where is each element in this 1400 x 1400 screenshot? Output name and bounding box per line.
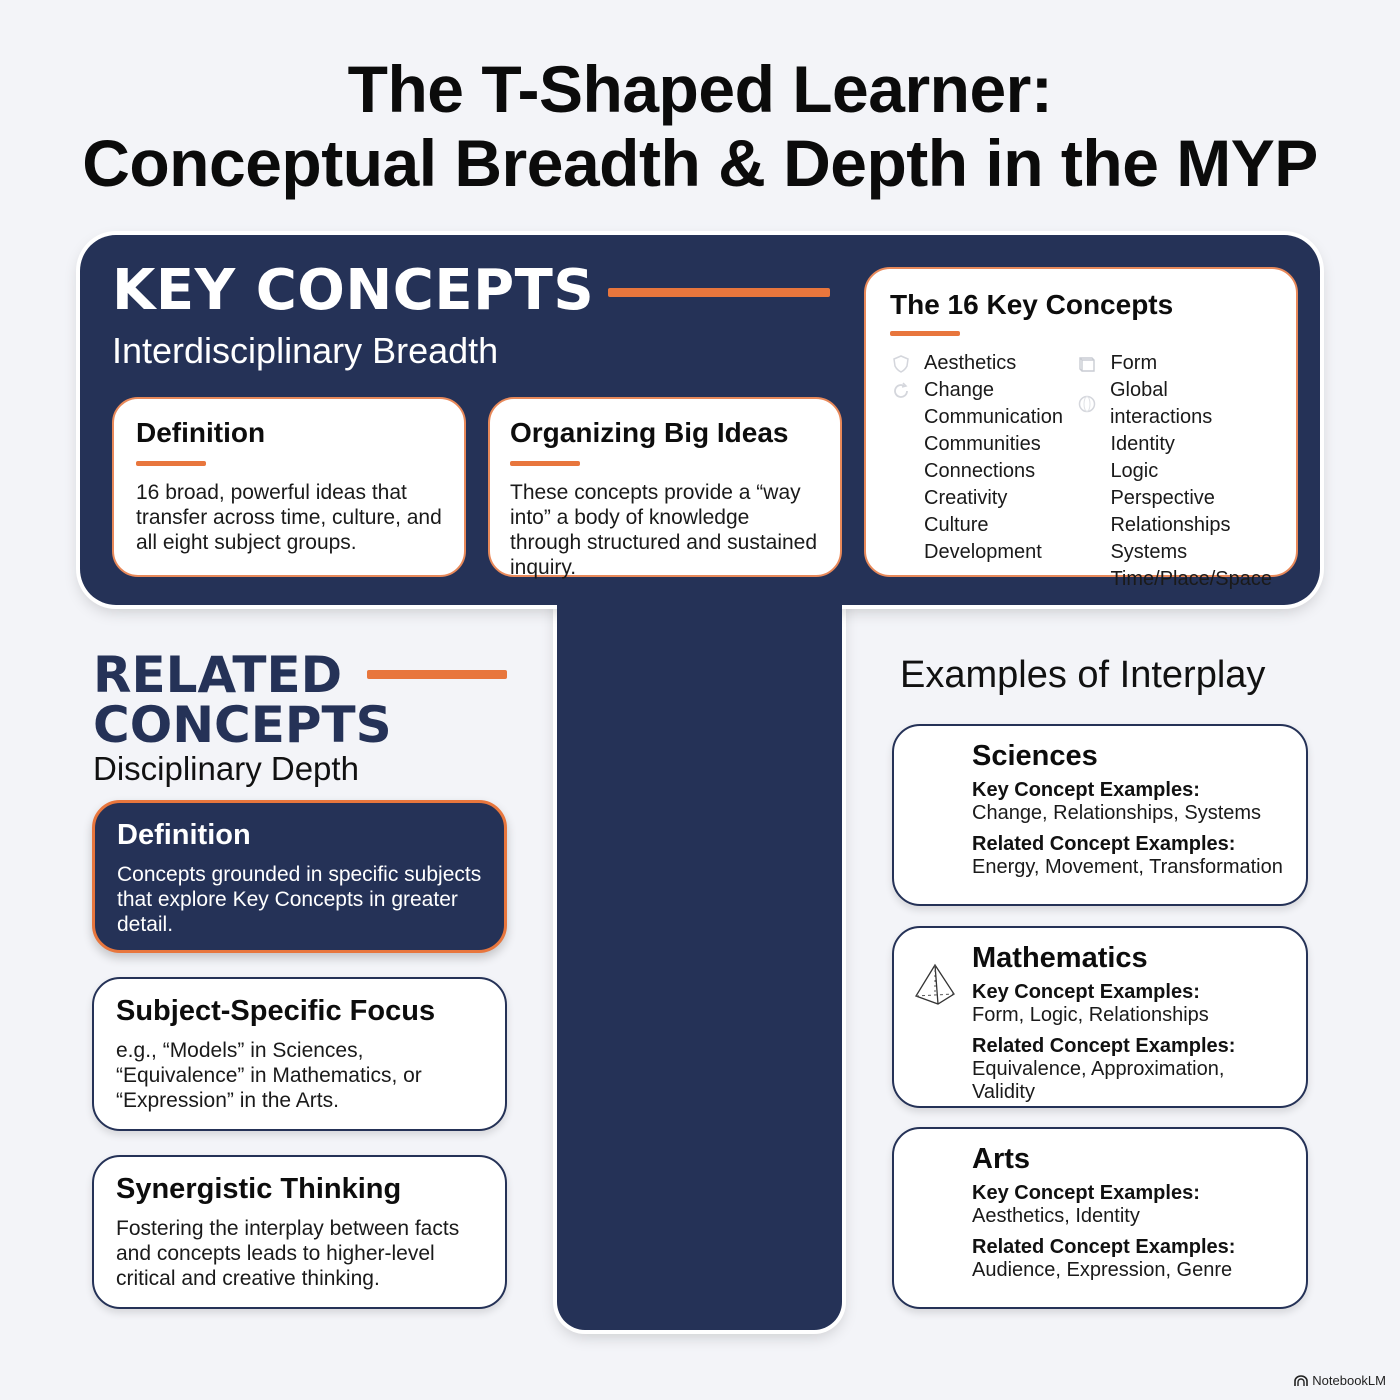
accent-underline [510,461,580,466]
card-text: 16 broad, powerful ideas that transfer across time, culture, and all eight subject groups. [136,481,442,554]
key-concept-item: Logic [1110,460,1159,482]
key-concept-values: Change, Relationships, Systems [972,802,1262,824]
subject-specific-focus-card [92,977,507,1131]
related-concept-label: Related Concept Examples: [972,1035,1236,1057]
key-concept-item: Communication [924,406,1063,428]
synergistic-thinking-card [92,1155,507,1309]
key-concept-item: Aesthetics [890,350,1076,377]
page-title [0,52,1400,200]
title-line-1: The T-Shaped Learner: [347,52,1053,126]
card-title: Organizing Big Ideas [510,417,789,448]
card-text: These concepts provide a “way into” a body of knowledge through structured and sustained inquiry. [510,481,818,579]
key-concept-label: Key Concept Examples: [972,779,1200,801]
key-concept-values: Form, Logic, Relationships [972,1004,1209,1026]
key-concepts-list-card [864,267,1298,590]
card-title: Synergistic Thinking [116,1173,402,1205]
key-concept-item: Identity [1110,433,1175,455]
key-concept-item: Change [890,377,1076,404]
key-concepts-definition-card [112,397,466,577]
related-concept-values: Equivalence, Approximation, Validity [972,1058,1225,1103]
example-card-sciences [892,724,1308,906]
brand-watermark [1294,1373,1386,1388]
key-concepts-column-2 [1076,350,1272,593]
examples-heading: Examples of Interplay [900,654,1266,696]
key-concept-label: Key Concept Examples: [972,981,1200,1003]
accent-divider [367,670,507,679]
pyramid-icon [912,962,958,1008]
card-title: Definition [117,819,251,851]
key-concept-item: Perspective [1110,487,1215,509]
key-concept-label: Key Concept Examples: [972,1182,1200,1204]
key-concept-item: Relationships [1110,514,1231,536]
key-concepts-columns [890,350,1272,593]
related-concept-label: Related Concept Examples: [972,833,1236,855]
card-title: Definition [136,417,266,448]
subject-title: Arts [972,1143,1031,1175]
related-concepts-subheading: Disciplinary Depth [93,750,359,787]
key-concept-values: Aesthetics, Identity [972,1205,1140,1227]
related-concept-values: Energy, Movement, Transformation [972,856,1283,878]
subject-title: Mathematics [972,942,1148,974]
key-concept-item: Form [1076,350,1272,377]
card-text: e.g., “Models” in Sciences, “Equivalence” in Mathematics, or “Expression” in the Arts. [116,1039,422,1112]
key-concept-item: Time/Place/Space [1110,568,1272,590]
example-card-mathematics [892,926,1308,1108]
key-concept-item: Connections [924,460,1036,482]
key-concept-item: Systems [1110,541,1188,563]
accent-underline [136,461,206,466]
brand-name: NotebookLM [1312,1373,1386,1388]
t-shape-stem [557,560,842,1330]
related-concept-values: Audience, Expression, Genre [972,1259,1233,1281]
key-concept-item: Creativity [924,487,1008,509]
related-concepts-definition-card [92,800,507,953]
key-concepts-subheading: Interdisciplinary Breadth [112,330,499,371]
organizing-big-ideas-card [488,397,842,577]
globe-icon [1076,394,1098,414]
key-concept-item: Communities [924,433,1041,455]
card-title: Subject-Specific Focus [116,995,436,1027]
subject-title: Sciences [972,740,1098,772]
title-line-2: Conceptual Breadth & Depth in the MYP [82,126,1318,200]
key-concept-item: Global interactions [1076,377,1272,431]
related-concept-label: Related Concept Examples: [972,1236,1236,1258]
refresh-icon [890,381,912,401]
card-text: Fostering the interplay between facts and concepts leads to higher-level critical and creative thinking. [116,1217,460,1290]
card-text: Concepts grounded in specific subjects that explore Key Concepts in greater detail. [117,863,482,936]
shield-icon [890,354,912,374]
related-concepts-heading: RELATED CONCEPTS [93,646,392,754]
accent-divider [608,288,830,297]
key-concept-item: Culture [924,514,989,536]
accent-underline [890,331,960,336]
example-card-arts [892,1127,1308,1309]
key-concepts-column-1 [890,350,1076,593]
notebooklm-logo-icon [1294,1375,1308,1387]
key-concepts-heading: KEY CONCEPTS [112,258,595,323]
key-concept-item: Development [924,541,1042,563]
card-title: The 16 Key Concepts [890,289,1174,320]
cube-icon [1076,354,1098,374]
